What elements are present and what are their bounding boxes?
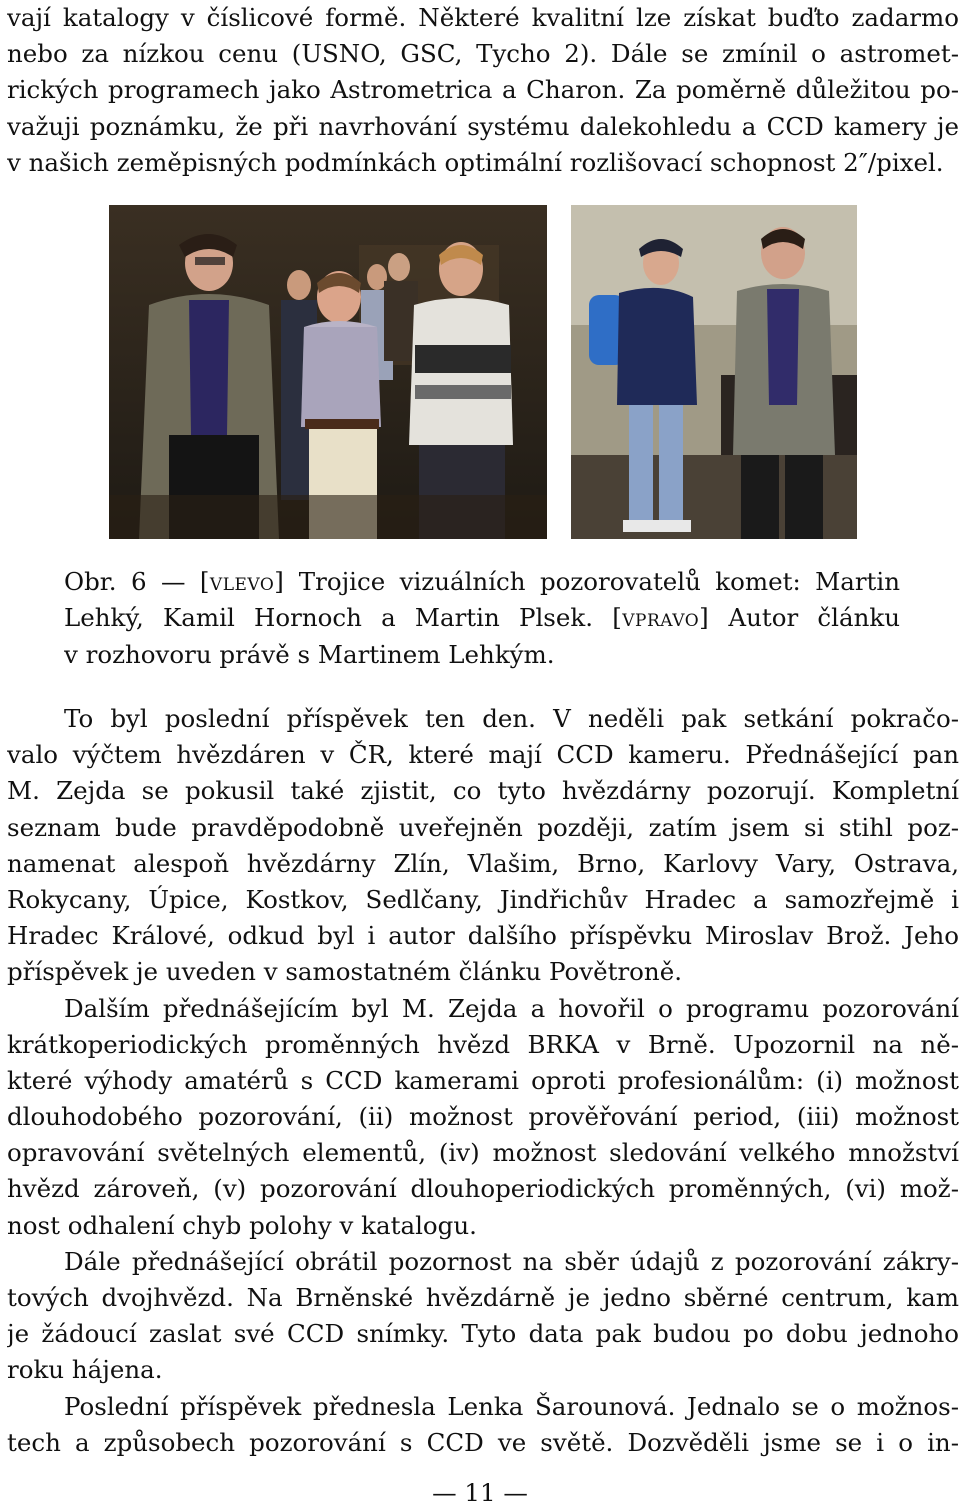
caption-right-tag: [vpravo] [612, 603, 710, 633]
body-text [7, 701, 959, 1461]
photo-left [109, 205, 547, 539]
text-line: nebo za nízkou cenu (USNO, GSC, Tycho 2). Dále se zmínil o astromet- [7, 39, 959, 69]
text-line: Dále přednášející obrátil pozornost na sběr údajů z pozorování zákry- [64, 1246, 959, 1276]
text-line: opravování světelných elementů, (iv) možnost sledování velkého množství [7, 1138, 959, 1168]
figure-caption [64, 564, 900, 673]
text-line: hvězd zároveň, (v) pozorování dlouhoperiodických proměnných, (vi) mož- [7, 1174, 959, 1204]
text-line: v našich zeměpisných podmínkách optimální rozlišovací schopnost 2″/pixel. [7, 147, 944, 177]
text-line: Hradec Králové, odkud byl i autor dalšího příspěvku Miroslav Brož. Jeho [7, 921, 959, 951]
text-line: namenat alespoň hvězdárny Zlín, Vlašim, Brno, Karlovy Vary, Ostrava, [7, 848, 959, 878]
text-line: tových dvojhvězd. Na Brněnské hvězdárně je jedno sběrné centrum, kam [7, 1283, 959, 1312]
text-line: příspěvek je uveden v samostatném článku Povětroně. [7, 957, 682, 987]
text-line: valo výčtem hvězdáren v ČR, které mají CCD kameru. Přednášející pan [7, 740, 959, 770]
caption-left-text: Trojice vizuálních pozorovatelů komet: Martin [284, 567, 900, 596]
caption-line: v rozhovoru právě s Martinem Lehkým. [64, 639, 555, 669]
caption-left-tag: [vlevo] [199, 567, 285, 596]
caption-names: Lehký, Kamil Hornoch a Martin Plsek. [64, 603, 613, 633]
text-line: M. Zejda se pokusil také zjistit, co tyto hvězdárny pozorují. Kompletní [7, 776, 959, 806]
text-line: Dalším přednášejícím byl M. Zejda a hovořil o programu pozorování [64, 993, 959, 1023]
photo-right-image [571, 205, 857, 539]
text-line: nost odhalení chyb polohy v katalogu. [7, 1210, 477, 1240]
text-line: važuji poznámku, že při navrhování systému dalekohledu a CCD kamery je [7, 111, 959, 141]
text-line: krátkoperiodických proměnných hvězd BRKA v Brně. Upozornil na ně- [7, 1029, 959, 1059]
photo-right [571, 205, 857, 539]
caption-right-text: Autor článku [709, 603, 900, 633]
caption-line [64, 600, 900, 636]
text-line: To byl poslední příspěvek ten den. V neděli pak setkání pokračo- [64, 704, 959, 733]
text-line: které výhody amatérů s CCD kamerami oproti profesionálům: (i) možnost [7, 1065, 959, 1095]
text-line: roku hájena. [7, 1355, 163, 1385]
text-line: vají katalogy v číslicové formě. Některé kvalitní lze získat buďto zadarmo [7, 3, 959, 32]
caption-line [64, 564, 900, 600]
photo-left-image [109, 205, 547, 539]
text-line: tech a způsobech pozorování s CCD ve světě. Dozvěděli jsme se i o in- [7, 1427, 959, 1457]
text-line: seznam bude pravděpodobně uveřejněn později, zatím jsem si stihl poz- [7, 812, 959, 842]
top-paragraph [7, 0, 959, 181]
text-line: dlouhodobého pozorování, (ii) možnost prověřování period, (iii) možnost [7, 1102, 959, 1132]
text-line: je žádoucí zaslat své CCD snímky. Tyto data pak budou po dobu jednoho [7, 1319, 959, 1349]
text-line: rických programech jako Astrometrica a Charon. Za poměrně důležitou po- [7, 75, 959, 105]
text-line: Poslední příspěvek přednesla Lenka Šarounová. Jednalo se o možnos- [64, 1391, 959, 1421]
page-number: — 11 — [432, 1478, 528, 1507]
caption-figure-label: Obr. 6 — [64, 567, 200, 596]
text-line: Rokycany, Úpice, Kostkov, Sedlčany, Jindřichův Hradec a samozřejmě i [7, 884, 959, 914]
